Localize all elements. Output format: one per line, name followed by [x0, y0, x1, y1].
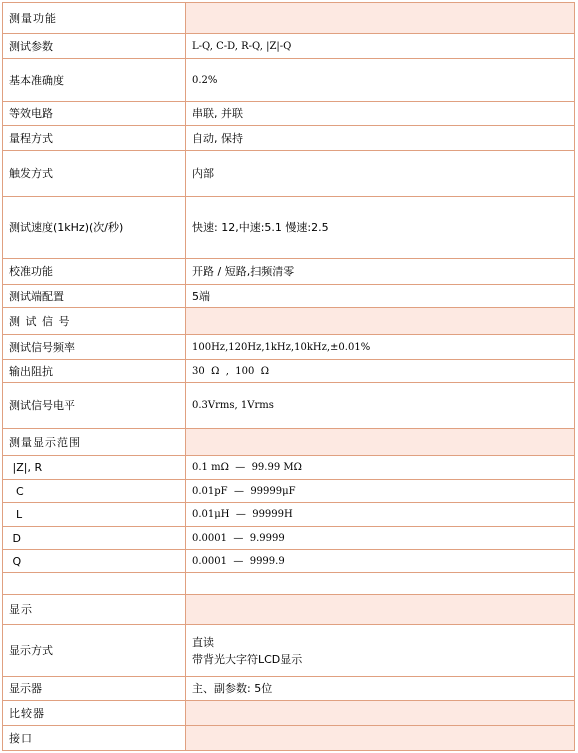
row-label: 触发方式 — [3, 151, 186, 197]
table-row — [3, 527, 575, 550]
row-label: 测量功能 — [3, 3, 186, 34]
table-row — [3, 59, 575, 102]
row-value: 0.0001 — 9999.9 — [186, 550, 575, 573]
table-row — [3, 383, 575, 429]
row-value: 串联, 并联 — [186, 102, 575, 126]
table-row — [3, 595, 575, 625]
row-label: 显示 — [3, 595, 186, 625]
row-label: 等效电路 — [3, 102, 186, 126]
table-row — [3, 151, 575, 197]
row-value — [186, 726, 575, 751]
row-value: 开路 / 短路,扫频清零 — [186, 259, 575, 285]
row-label: 显示方式 — [3, 625, 186, 677]
row-value: 30 Ω , 100 Ω — [186, 360, 575, 383]
row-value: L-Q, C-D, R-Q, |Z|-Q — [186, 34, 575, 59]
row-value — [186, 595, 575, 625]
table-row — [3, 429, 575, 456]
spec-table — [2, 2, 575, 751]
row-label: 接口 — [3, 726, 186, 751]
table-row — [3, 550, 575, 573]
row-label: 比较器 — [3, 701, 186, 726]
row-value — [186, 701, 575, 726]
table-row — [3, 701, 575, 726]
table-row — [3, 308, 575, 335]
table-row — [3, 102, 575, 126]
row-label: 输出阻抗 — [3, 360, 186, 383]
table-row — [3, 625, 575, 677]
table-row — [3, 3, 575, 34]
row-label: |Z|, R — [3, 456, 186, 480]
row-value: 0.1 mΩ — 99.99 MΩ — [186, 456, 575, 480]
row-value: 0.01μH — 99999H — [186, 503, 575, 527]
row-label: 量程方式 — [3, 126, 186, 151]
table-row — [3, 34, 575, 59]
row-value: 0.0001 — 9.9999 — [186, 527, 575, 550]
row-value: 直读 带背光大字符LCD显示 — [186, 625, 575, 677]
row-label: D — [3, 527, 186, 550]
table-row — [3, 573, 575, 595]
row-label — [3, 573, 186, 595]
row-value: 0.2% — [186, 59, 575, 102]
row-value: 内部 — [186, 151, 575, 197]
row-label: Q — [3, 550, 186, 573]
row-value — [186, 573, 575, 595]
row-label: 测试信号频率 — [3, 335, 186, 360]
table-row — [3, 335, 575, 360]
row-value: 快速: 12,中速:5.1 慢速:2.5 — [186, 197, 575, 259]
row-label: 基本准确度 — [3, 59, 186, 102]
row-value: 100Hz,120Hz,1kHz,10kHz,±0.01% — [186, 335, 575, 360]
row-value: 自动, 保持 — [186, 126, 575, 151]
row-label: 测量显示范围 — [3, 429, 186, 456]
row-label: L — [3, 503, 186, 527]
row-label: 测试端配置 — [3, 285, 186, 308]
table-row — [3, 285, 575, 308]
row-label: 显示器 — [3, 677, 186, 701]
table-row — [3, 503, 575, 527]
row-label: 测试信号电平 — [3, 383, 186, 429]
table-row — [3, 126, 575, 151]
row-value — [186, 3, 575, 34]
row-label: 测试速度(1kHz)(次/秒) — [3, 197, 186, 259]
row-value: 0.01pF — 99999μF — [186, 480, 575, 503]
row-value — [186, 429, 575, 456]
row-value: 主、副参数: 5位 — [186, 677, 575, 701]
row-label: 测 试 信 号 — [3, 308, 186, 335]
row-label: 校准功能 — [3, 259, 186, 285]
table-row — [3, 360, 575, 383]
spec-table-body — [3, 3, 575, 751]
table-row — [3, 456, 575, 480]
table-row — [3, 726, 575, 751]
table-row — [3, 480, 575, 503]
row-value: 0.3Vrms, 1Vrms — [186, 383, 575, 429]
row-value — [186, 308, 575, 335]
table-row — [3, 259, 575, 285]
table-row — [3, 197, 575, 259]
row-label: 测试参数 — [3, 34, 186, 59]
row-label: C — [3, 480, 186, 503]
table-row — [3, 677, 575, 701]
row-value: 5端 — [186, 285, 575, 308]
